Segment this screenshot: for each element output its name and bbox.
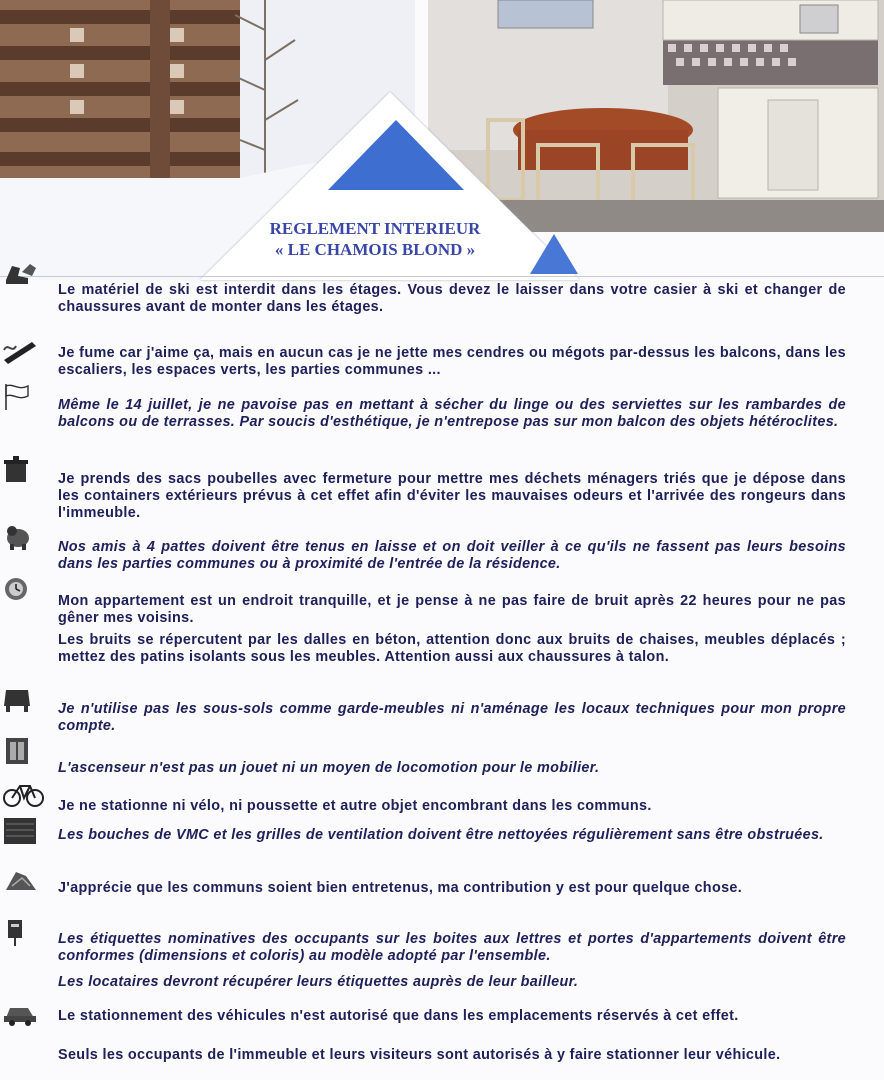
vent-grille-icon [2, 816, 40, 846]
rule-basement: Je n'utilise pas les sous-sols comme garde-meubles ni n'aménage les locaux techniques pour mon propre compte. [58, 701, 846, 734]
clock-icon [2, 574, 40, 604]
rule-noise-2: Les bruits se répercutent par les dalles en béton, attention donc aux bruits de chaises, meubles déplacés ; mettez des patins isolants sous les meubles. Attention aussi aux chaussures à talon. [58, 632, 846, 665]
flag-icon [2, 382, 40, 412]
small-blue-triangle-decoration [530, 234, 578, 274]
title-line-1: REGLEMENT INTERIEUR [269, 219, 481, 238]
mailbox-icon [2, 918, 40, 948]
rule-bike: Je ne stationne ni vélo, ni poussette et autre objet encombrant dans les communs. [58, 798, 652, 814]
car-icon [2, 998, 40, 1028]
ski-boots-icon [2, 258, 40, 288]
rule-labels-2: Les locataires devront récupérer leurs étiquettes auprès de leur bailleur. [58, 974, 579, 990]
rule-parking-2: Seuls les occupants de l'immeuble et leurs visiteurs sont autorisés à y faire stationner leur véhicule. [58, 1047, 781, 1063]
rule-dog: Nos amis à 4 pattes doivent être tenus en laisse et on doit veiller à ce qu'ils ne fassent pas leurs besoins dans les parties communes ou à proximité de l'entrée de la résidence. [58, 539, 846, 572]
cleaning-icon [2, 866, 40, 896]
rule-flag: Même le 14 juillet, je ne pavoise pas en mettant à sécher du linge ou des serviettes sur les rambardes de balcons ou de terrasses. Par soucis d'esthétique, je n'entrepose pas sur mon balcon des objets hétéroclites. [58, 397, 846, 430]
armchair-icon [2, 684, 40, 714]
blue-triangle-decoration [328, 120, 464, 190]
rule-common: J'apprécie que les communs soient bien entretenus, ma contribution y est pour quelque chose. [58, 880, 743, 896]
elevator-icon [2, 736, 40, 766]
rule-parking: Le stationnement des véhicules n'est autorisé que dans les emplacements réservés à cet effet. [58, 1008, 739, 1024]
rule-labels: Les étiquettes nominatives des occupants sur les boites aux lettres et portes d'appartements doivent être conformes (dimensions et coloris) au modèle adopté par l'ensemble. [58, 931, 846, 964]
rule-vmc: Les bouches de VMC et les grilles de ventilation doivent être nettoyées régulièrement sans être obstruées. [58, 827, 824, 843]
dog-icon [2, 522, 40, 552]
rule-noise: Mon appartement est un endroit tranquille, et je pense à ne pas faire de bruit après 22 heures pour ne pas gêner mes voisins. [58, 593, 846, 626]
cigarette-icon [2, 336, 40, 366]
bicycle-icon [2, 778, 46, 808]
rule-ski: Le matériel de ski est interdit dans les étages. Vous devez le laisser dans votre casier à ski et changer de chaussures avant de monter dans les étages. [58, 282, 846, 315]
rule-trash: Je prends des sacs poubelles avec fermeture pour mettre mes déchets ménagers triés que je dépose dans les containers extérieurs prévus à cet effet afin d'éviter les mauvaises odeurs et l'arrivée des rongeurs dans l'immeuble. [58, 471, 846, 521]
trash-can-icon [2, 454, 40, 484]
rule-elevator: L'ascenseur n'est pas un jouet ni un moyen de locomotion pour le mobilier. [58, 760, 600, 776]
title-line-2: « LE CHAMOIS BLOND » [274, 240, 476, 259]
header-divider [0, 276, 884, 277]
rule-smoke: Je fume car j'aime ça, mais en aucun cas je ne jette mes cendres ou mégots par-dessus les balcons, dans les escaliers, les espaces verts, les parties communes ... [58, 345, 846, 378]
page-title [250, 218, 500, 260]
